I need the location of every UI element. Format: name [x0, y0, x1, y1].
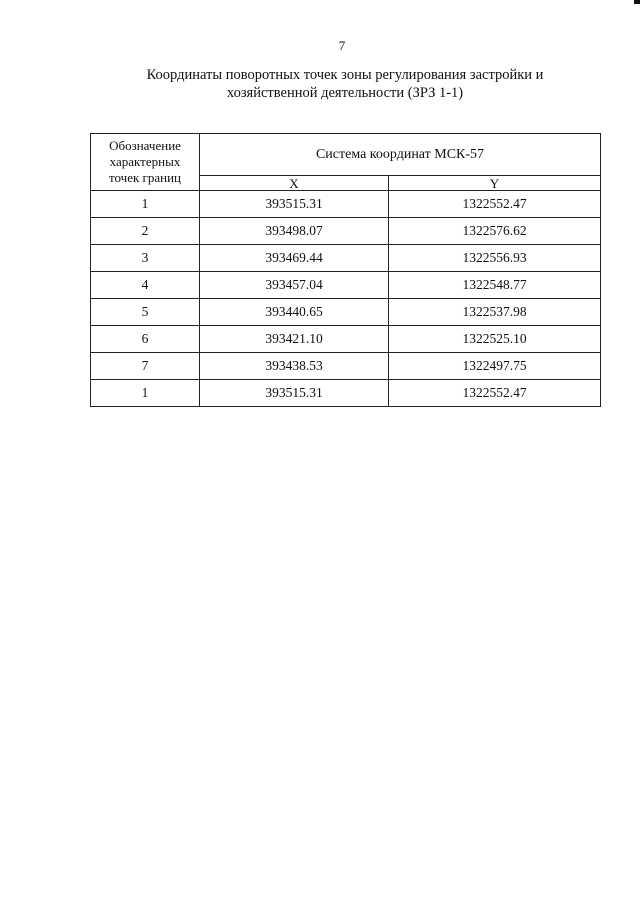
cell-y: 1322525.10 — [389, 326, 601, 353]
cell-point: 3 — [91, 245, 200, 272]
cell-y: 1322537.98 — [389, 299, 601, 326]
cell-point: 7 — [91, 353, 200, 380]
header-coordinate-system: Система координат МСК-57 — [200, 134, 601, 176]
cell-x: 393440.65 — [200, 299, 389, 326]
header-label-line-3: точек границ — [108, 170, 182, 185]
cell-x: 393498.07 — [200, 218, 389, 245]
table-row — [91, 353, 601, 380]
cell-point: 1 — [91, 191, 200, 218]
header-label-line-1: Обозначение — [109, 138, 181, 153]
title-line-2: хозяйственной деятельности (ЗРЗ 1-1) — [226, 85, 464, 101]
cell-y: 1322497.75 — [389, 353, 601, 380]
page-number: 7 — [338, 38, 346, 53]
cell-point: 6 — [91, 326, 200, 353]
cell-y: 1322552.47 — [389, 191, 601, 218]
header-point-label — [91, 134, 200, 191]
header-label-line-2: характерных — [109, 154, 181, 169]
header-y: Y — [389, 176, 601, 191]
cell-y: 1322552.47 — [389, 380, 601, 407]
table-row — [91, 191, 601, 218]
table-row — [91, 380, 601, 407]
cell-point: 2 — [91, 218, 200, 245]
cell-point: 5 — [91, 299, 200, 326]
cell-y: 1322576.62 — [389, 218, 601, 245]
table-row — [91, 326, 601, 353]
corner-mark — [634, 0, 640, 4]
cell-x: 393469.44 — [200, 245, 389, 272]
cell-point: 4 — [91, 272, 200, 299]
coordinates-table — [90, 133, 601, 407]
table-row — [91, 272, 601, 299]
table-row — [91, 245, 601, 272]
document-title — [90, 66, 600, 102]
cell-point: 1 — [91, 380, 200, 407]
table-row — [91, 218, 601, 245]
table-row — [91, 299, 601, 326]
title-line-1: Координаты поворотных точек зоны регулирования застройки и — [146, 67, 544, 83]
cell-x: 393515.31 — [200, 380, 389, 407]
header-x: X — [200, 176, 389, 191]
cell-x: 393421.10 — [200, 326, 389, 353]
cell-x: 393438.53 — [200, 353, 389, 380]
cell-y: 1322556.93 — [389, 245, 601, 272]
cell-x: 393457.04 — [200, 272, 389, 299]
cell-y: 1322548.77 — [389, 272, 601, 299]
cell-x: 393515.31 — [200, 191, 389, 218]
